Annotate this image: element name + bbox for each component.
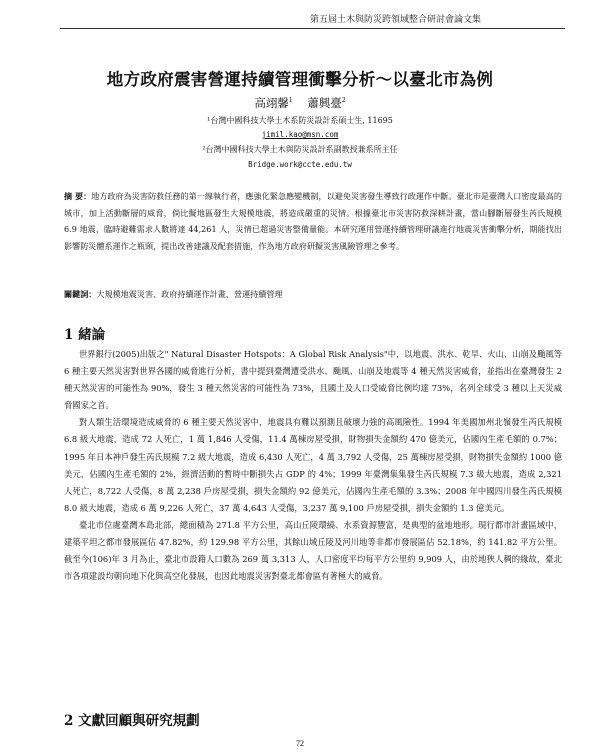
keywords-text: 大規模地震災害、政府持續運作計畫、營運持續管理 xyxy=(96,289,283,299)
paragraph: 對人類生活環境造成威脅的 6 種主要天然災害中，地震具有難以預測且破壞力強的高風險性。1994 年美國加州北嶺發生芮氏規模 6.8 級大地震，造成 72 人死亡，1 萬 1,846 人受傷，11.4 萬棟房屋受損，財物損失金額約 470 億美元，佔國內生產毛額的 0.7%；1995 年日本神戶發生芮氏規模 7.2 級大地震，造成 6,430 人死亡，4 萬 3,792 人受傷，25 萬棟房屋受損，財物損失金額約 1000 億美元，佔國內生產毛額的 2%，經濟活動的暫時中斷損失占 GDP 的 4%；1999 年臺灣集集發生芮氏規模 7.3 級大地震，造成 2,321 人死亡，8,722 人受傷，8 萬 2,238 戶房屋受損，損失金額約 92 億美元，佔國內生產毛額的 3.3%；2008 年中國四川發生芮氏規模 8.0 級大地震，造成 6 萬 9,226 人死亡，37 萬 4,643 人受傷，3,237 萬 9,100 戶房屋受損，損失金額約 1.3 億美元。 xyxy=(64,417,562,513)
author-sup: 1 xyxy=(288,97,293,105)
header-rule xyxy=(60,28,565,29)
email-text: Bridge.work@ccte.edu.tw xyxy=(248,160,352,169)
body-text xyxy=(64,346,562,585)
author-name: 蕭興臺 xyxy=(307,96,342,110)
running-header: 第五屆土木與防災跨領域整合研討會論文集 xyxy=(310,15,482,25)
paragraph: 世界銀行(2005)出版之" Natural Disaster Hotspots：A Global Risk Analysis"中，以地震、洪水、乾旱、火山、山崩及颱風等 6 種主要天然災害對世界各國的威脅進行分析，書中提到臺灣遭受洪水、颱風、山崩及地震等 4 種天然災害威脅，並指出在臺灣發生 2 種天然災害的可能性為 90%，發生 3 種天然災害的可能性為 73%，且國土及人口受威脅比例均達 73%，名列全球受 3 種以上天災威脅國家之首。 xyxy=(64,349,562,411)
author-sup: 2 xyxy=(341,97,346,105)
email-1[interactable] xyxy=(0,130,600,140)
affiliation-1: ¹台灣中國科技大學土木系防災設計系碩士生, 11695 xyxy=(207,116,393,125)
paragraph: 臺北市位處臺灣本島北部，總面積為 271.8 平方公里，高山丘陵環繞、水系資源豐富，是典型的盆地地形。現行都市計畫區域中，建築平坦之都市發展區佔 47.82%，約 129.98 平方公里，其餘山域丘陵及河川地等非都市發展區佔 52.18%，約 141.82 平方公里。截至今(106)年 3 月為止，臺北市設籍人口數為 269 萬 3,313 人，人口密度平均每平方公里約 9,909 人，由於地狹人稠的緣故，臺北市各項建設均朝向地下化與高空化發展，也因此地震災害對臺北都會區有著極大的威脅。 xyxy=(64,519,562,582)
abstract-label: 摘 要： xyxy=(64,191,92,201)
authors xyxy=(0,95,600,111)
abstract xyxy=(64,188,562,254)
affiliation-2: ²台灣中國科技大學土木與防災設計系副教授兼系所主任 xyxy=(202,145,398,154)
page-number: 72 xyxy=(296,739,304,748)
abstract-text: 地方政府為災害防救任務的第一線執行者，應強化緊急應變機制，以避免災害發生導致行政運作中斷。臺北市是臺灣人口密度最高的城市，加上活動斷層的威脅，倘比擬地區發生大規模地震，將造成嚴重的災情。根據臺北市災害防救深耕計畫，當山腳斷層發生芮氏規模 6.9 地震，臨時避難需求人數將達 44,261 人，災情已超過災害整備量能。本研究運用營運持續管理研議進行地震災害衝擊分析，期能找出影響防災體系運作之瓶頸，提出改善建議及配套措施，作為地方政府研擬災害風險管理之參考。 xyxy=(64,191,562,251)
section-heading: 1 緒論 xyxy=(64,327,106,343)
paper-title: 地方政府震害營運持續管理衝擊分析～以臺北市為例 xyxy=(106,70,494,89)
keywords-label: 關鍵詞： xyxy=(64,289,97,299)
author-name: 高翊馨 xyxy=(254,96,289,110)
keywords xyxy=(64,288,562,300)
section-heading: 2 文獻回顧與研究規劃 xyxy=(64,713,200,729)
email-2 xyxy=(0,160,600,170)
email-link[interactable]: jimil.kao@msn.com xyxy=(261,130,339,139)
